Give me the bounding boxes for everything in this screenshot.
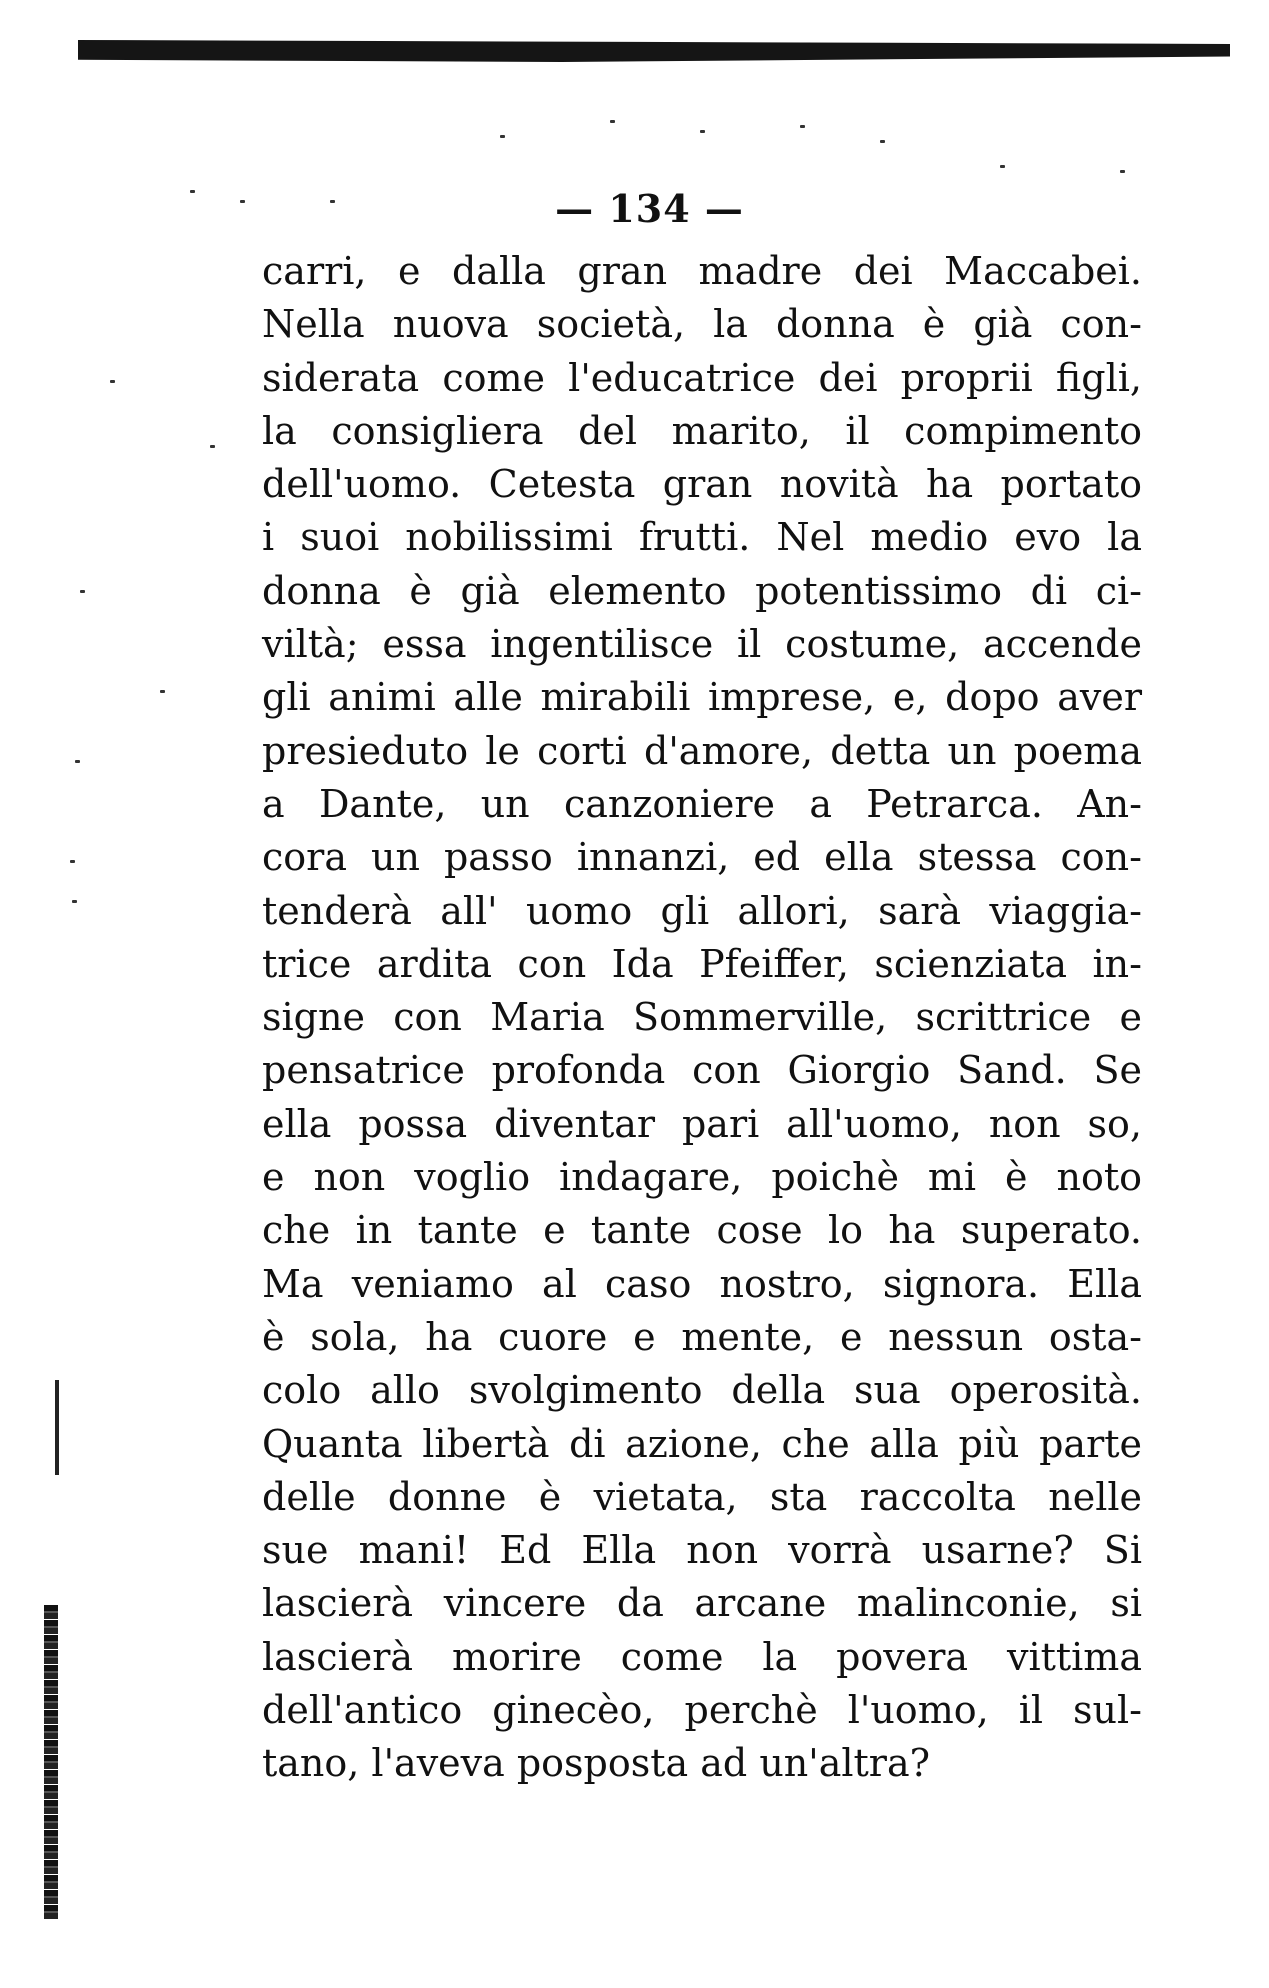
text-line: è sola, ha cuore e mente, e nessun osta- [262, 1314, 1142, 1359]
text-line: sue mani! Ed Ella non vorrà usarne? Si [262, 1528, 1142, 1573]
scan-speck [80, 590, 85, 593]
scan-speck [1120, 170, 1125, 173]
text-line: delle donne è vietata, sta raccolta nelle [262, 1474, 1142, 1519]
scan-speck [610, 120, 615, 123]
text-line: carri, e dalla gran madre dei Maccabei. [262, 249, 1142, 293]
scan-top-edge [78, 40, 1230, 62]
text-line: cora un passo innanzi, ed ella stessa con- [262, 835, 1142, 880]
page-number: — 134 — [555, 186, 744, 231]
scan-speck [210, 445, 215, 448]
body-text [262, 245, 1142, 1791]
scan-speck [500, 135, 505, 138]
scan-speck [880, 140, 885, 143]
text-line: gli animi alle mirabili imprese, e, dopo aver [262, 675, 1142, 720]
scan-speck [1000, 165, 1005, 168]
binding-mark [55, 1380, 59, 1475]
scan-speck [70, 860, 75, 863]
text-line: Ma veniamo al caso nostro, signora. Ella [262, 1261, 1142, 1306]
scan-speck [800, 125, 805, 128]
text-line: che in tante e tante cose lo ha superato. [262, 1208, 1142, 1253]
text-line: ella possa diventar pari all'uomo, non so, [262, 1101, 1142, 1146]
text-line: trice ardita con Ida Pfeiffer, scienziata in- [262, 941, 1142, 986]
text-line: dell'uomo. Cetesta gran novità ha portato [262, 462, 1142, 507]
text-line: tano, l'aveva posposta ad un'altra? [262, 1741, 930, 1786]
text-line: siderata come l'educatrice dei proprii figli, [262, 355, 1142, 400]
text-line: a Dante, un canzoniere a Petrarca. An- [262, 781, 1142, 826]
text-line: lascierà vincere da arcane malinconie, si [262, 1581, 1142, 1626]
scan-speck [72, 900, 77, 903]
scan-speck [75, 760, 80, 763]
text-line: Nella nuova società, la donna è già con- [262, 302, 1142, 347]
text-line: dell'antico ginecèo, perchè l'uomo, il sul- [262, 1688, 1142, 1733]
scan-speck [110, 380, 115, 383]
text-line: Quanta libertà di azione, che alla più parte [262, 1421, 1142, 1466]
scan-speck [160, 690, 165, 693]
text-line: e non voglio indagare, poichè mi è noto [262, 1155, 1142, 1200]
text-line: tenderà all' uomo gli allori, sarà viaggia- [262, 888, 1142, 933]
text-line: lascierà morire come la povera vittima [262, 1634, 1142, 1679]
text-line: colo allo svolgimento della sua operosità. [262, 1368, 1142, 1413]
binding-edge [44, 1605, 58, 1920]
text-line: viltà; essa ingentilisce il costume, accende [262, 622, 1142, 667]
text-line: presieduto le corti d'amore, detta un poema [262, 728, 1142, 773]
text-line: pensatrice profonda con Giorgio Sand. Se [262, 1048, 1142, 1093]
text-line: signe con Maria Sommerville, scrittrice e [262, 995, 1142, 1040]
text-line: la consigliera del marito, il compimento [262, 408, 1142, 453]
text-line: donna è già elemento potentissimo di ci- [262, 568, 1142, 613]
scan-speck [700, 130, 705, 133]
text-line: i suoi nobilissimi frutti. Nel medio evo la [262, 515, 1142, 560]
